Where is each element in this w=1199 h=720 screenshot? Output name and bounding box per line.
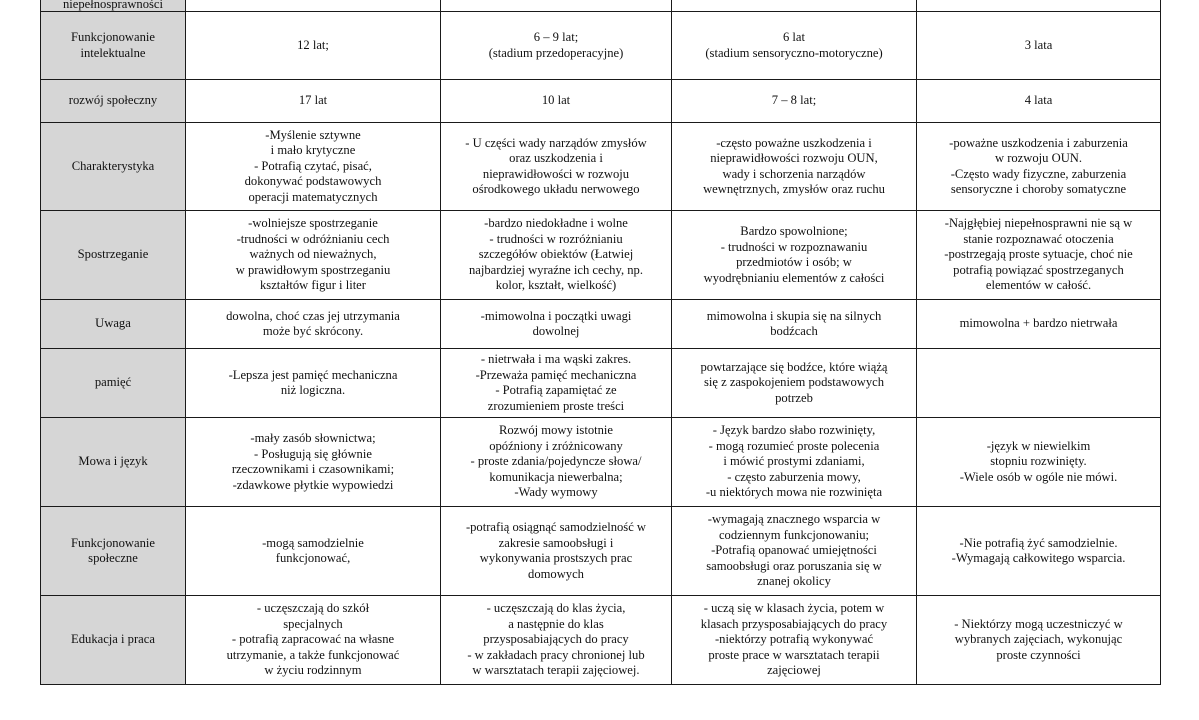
table-cell: 4 lata bbox=[917, 80, 1161, 123]
header-label-cell: niepełnosprawności bbox=[41, 0, 186, 12]
table-cell: - Język bardzo słabo rozwinięty, - mogą rozumieć proste polecenia i mówić prostymi zdaniami, - często zaburzenia mowy, -u niektórych mowa nie rozwinięta bbox=[672, 418, 917, 507]
table-cell: -mimowolna i początki uwagi dowolnej bbox=[441, 300, 672, 349]
table-cell: -często poważne uszkodzenia i nieprawidłowości rozwoju OUN, wady i schorzenia narządów wewnętrznych, zmysłów oraz ruchu bbox=[672, 123, 917, 211]
row-label-characteristics: Charakterystyka bbox=[41, 123, 186, 211]
row-label-attention: Uwaga bbox=[41, 300, 186, 349]
table-cell: - uczęszczają do szkół specjalnych - potrafią zapracować na własne utrzymanie, a także funkcjonować w życiu rodzinnym bbox=[186, 596, 441, 685]
table-row bbox=[41, 349, 1161, 418]
table-cell: 10 lat bbox=[441, 80, 672, 123]
table-cell: 17 lat bbox=[186, 80, 441, 123]
row-label-social-development: rozwój społeczny bbox=[41, 80, 186, 123]
table-row bbox=[41, 300, 1161, 349]
table-row bbox=[41, 80, 1161, 123]
table-row bbox=[41, 596, 1161, 685]
row-label-perception: Spostrzeganie bbox=[41, 211, 186, 300]
document-page bbox=[40, 0, 1160, 685]
row-label-speech-language: Mowa i język bbox=[41, 418, 186, 507]
table-cell: mimowolna i skupia się na silnych bodźcach bbox=[672, 300, 917, 349]
table-cell: 7 – 8 lat; bbox=[672, 80, 917, 123]
table-cell: 6 lat (stadium sensoryczno-motoryczne) bbox=[672, 12, 917, 80]
table-header-row bbox=[41, 0, 1161, 12]
table-cell: -Myślenie sztywne i mało krytyczne - Potrafią czytać, pisać, dokonywać podstawowych operacji matematycznych bbox=[186, 123, 441, 211]
table-cell: - uczęszczają do klas życia, a następnie do klas przysposabiających do pracy - w zakładach pracy chronionej lub w warsztatach terapii zajęciowej. bbox=[441, 596, 672, 685]
row-label-intellectual: Funkcjonowanie intelektualne bbox=[41, 12, 186, 80]
row-label-memory: pamięć bbox=[41, 349, 186, 418]
table-cell: -wolniejsze spostrzeganie -trudności w odróżnianiu cech ważnych od nieważnych, w prawidłowym spostrzeganiu kształtów figur i liter bbox=[186, 211, 441, 300]
table-cell: -poważne uszkodzenia i zaburzenia w rozwoju OUN. -Często wady fizyczne, zaburzenia sensoryczne i choroby somatyczne bbox=[917, 123, 1161, 211]
table-cell: 3 lata bbox=[917, 12, 1161, 80]
table-cell: -Lepsza jest pamięć mechaniczna niż logiczna. bbox=[186, 349, 441, 418]
table-cell: Bardzo spowolnione; - trudności w rozpoznawaniu przedmiotów i osób; w wyodrębnianiu elementów z całości bbox=[672, 211, 917, 300]
table-cell: -język w niewielkim stopniu rozwinięty. -Wiele osób w ogóle nie mówi. bbox=[917, 418, 1161, 507]
table-cell: 12 lat; bbox=[186, 12, 441, 80]
table-cell: -wymagają znacznego wsparcia w codziennym funkcjonowaniu; -Potrafią opanować umiejętności samoobsługi oraz poruszania się w znanej okolicy bbox=[672, 507, 917, 596]
table-cell: - Niektórzy mogą uczestniczyć w wybranych zajęciach, wykonując proste czynności bbox=[917, 596, 1161, 685]
table-cell: -mały zasób słownictwa; - Posługują się głównie rzeczownikami i czasownikami; -zdawkowe płytkie wypowiedzi bbox=[186, 418, 441, 507]
row-label-education-work: Edukacja i praca bbox=[41, 596, 186, 685]
table-cell: -potrafią osiągnąć samodzielność w zakresie samoobsługi i wykonywania prostszych prac domowych bbox=[441, 507, 672, 596]
table-cell: - U części wady narządów zmysłów oraz uszkodzenia i nieprawidłowości w rozwoju ośrodkowego układu nerwowego bbox=[441, 123, 672, 211]
table-cell bbox=[917, 349, 1161, 418]
table-cell: -bardzo niedokładne i wolne - trudności w rozróżnianiu szczegółów obiektów (Łatwiej najbardziej wyraźne ich cechy, np. kolor, kształt, wielkość) bbox=[441, 211, 672, 300]
table-cell: - nietrwała i ma wąski zakres. -Przeważa pamięć mechaniczna - Potrafią zapamiętać ze zrozumieniem proste treści bbox=[441, 349, 672, 418]
row-label-social-functioning: Funkcjonowanie społeczne bbox=[41, 507, 186, 596]
table-cell: Rozwój mowy istotnie opóźniony i zróżnicowany - proste zdania/pojedyncze słowa/ komunikacja niewerbalna; -Wady wymowy bbox=[441, 418, 672, 507]
table-cell: - uczą się w klasach życia, potem w klasach przysposabiających do pracy -niektórzy potrafią wykonywać proste prace w warsztatach terapii zajęciowej bbox=[672, 596, 917, 685]
table-cell: powtarzające się bodźce, które wiążą się z zaspokojeniem podstawowych potrzeb bbox=[672, 349, 917, 418]
header-cell-moderate bbox=[441, 0, 672, 12]
table-row bbox=[41, 12, 1161, 80]
table-cell: -mogą samodzielnie funkcjonować, bbox=[186, 507, 441, 596]
header-cell-profound bbox=[917, 0, 1161, 12]
table-cell: 6 – 9 lat; (stadium przedoperacyjne) bbox=[441, 12, 672, 80]
header-cell-mild bbox=[186, 0, 441, 12]
table-cell: -Najgłębiej niepełnosprawni nie są w stanie rozpoznawać otoczenia -postrzegają proste sytuacje, choć nie potrafią powiązać spostrzeganych elementów w całość. bbox=[917, 211, 1161, 300]
table-cell: mimowolna + bardzo nietrwała bbox=[917, 300, 1161, 349]
disability-comparison-table bbox=[40, 0, 1161, 685]
table-row bbox=[41, 507, 1161, 596]
header-cell-severe bbox=[672, 0, 917, 12]
table-row bbox=[41, 211, 1161, 300]
table-row bbox=[41, 418, 1161, 507]
table-row bbox=[41, 123, 1161, 211]
table-cell: dowolna, choć czas jej utrzymania może być skrócony. bbox=[186, 300, 441, 349]
table-cell: -Nie potrafią żyć samodzielnie. -Wymagają całkowitego wsparcia. bbox=[917, 507, 1161, 596]
